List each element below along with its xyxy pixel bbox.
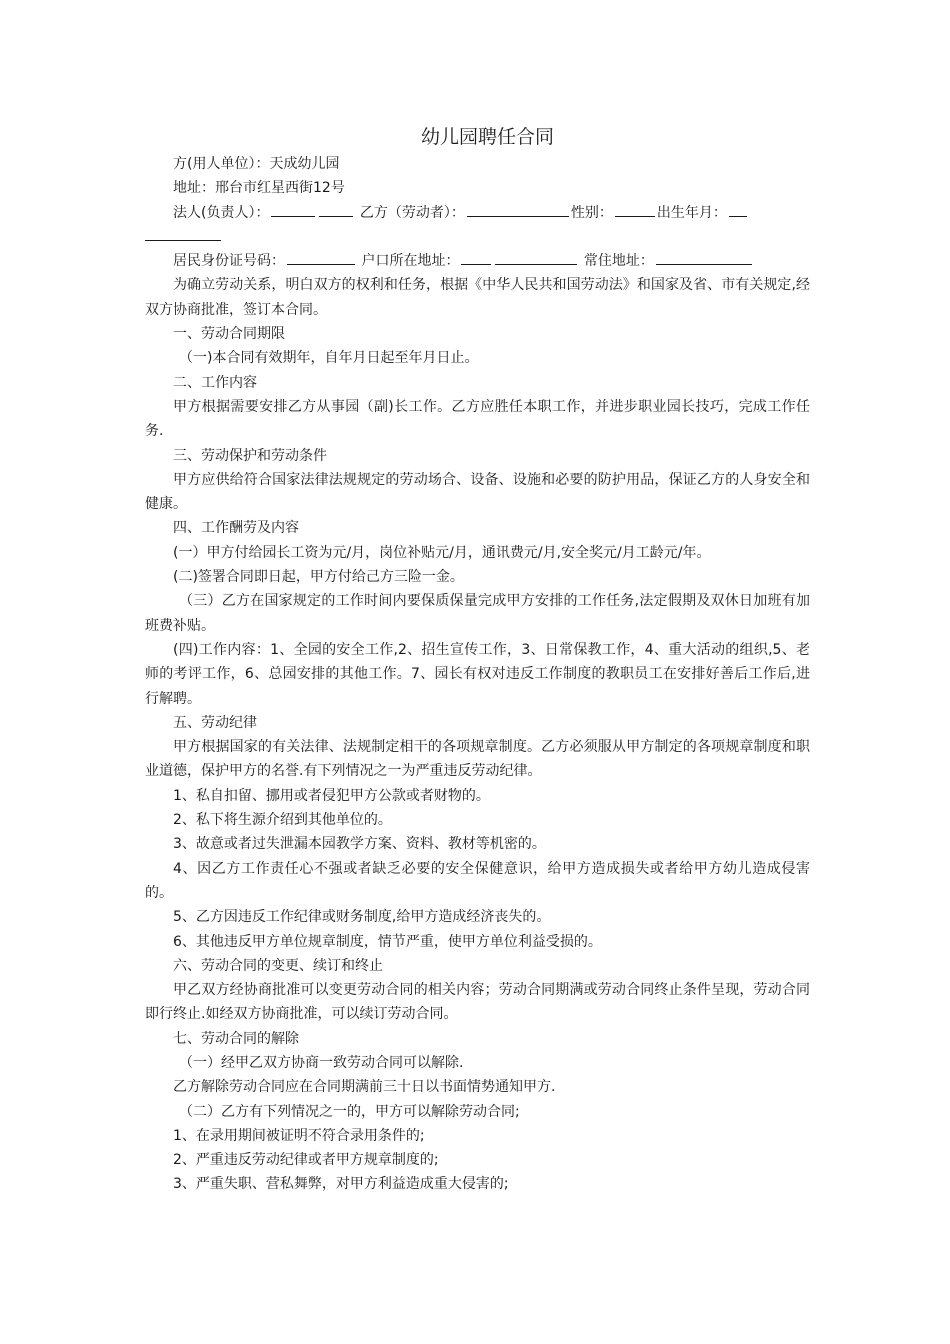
section-4-clause-4: (四)工作内容：1、全园的安全工作,2、招生宣传工作，3、日常保教工作，4、重大活动的组织,5、老师的考评工作，6、总园安排的其他工作。7、园长有权对违反工作制度的教职员工在安排好善后工作后,进行解聘。 [145, 641, 810, 707]
section-1-title: 一、劳动合同期限 [173, 326, 285, 343]
intro-paragraph: 为确立劳动关系，明白双方的权利和任务，根据《中华人民共和国劳动法》和国家及省、市有关规定,经双方协商批准，签订本合同。 [145, 277, 810, 318]
section-3-title: 三、劳动保护和劳动条件 [173, 447, 327, 464]
section-7-title: 七、劳动合同的解除 [173, 1030, 299, 1047]
personal-info-line [145, 201, 810, 225]
section-2-title: 二、工作内容 [173, 374, 257, 391]
legal-rep-label: 法人(负责人）： [173, 204, 270, 221]
section-6-paragraph: 甲乙双方经协商批准可以变更劳动合同的相关内容；劳动合同期满或劳动合同终止条件呈现，劳动合同即行终止.如经双方协商批准，可以续订劳动合同。 [145, 982, 810, 1023]
section-5-paragraph: 甲方根据国家的有关法律、法规制定相干的各项规章制度。乙方必须服从甲方制定的各项规章制度和职业道德，保护甲方的名誉.有下列情况之一为严重违反劳动纪律。 [145, 739, 810, 780]
section-7-item-2: 2、严重违反劳动纪律或者甲方规章制度的; [173, 1152, 439, 1169]
gender-label: 性别： [570, 204, 613, 221]
section-7-item-3: 3、严重失职、营私舞弊，对甲方利益造成重大侵害的; [173, 1176, 509, 1193]
section-4-title: 四、工作酬劳及内容 [173, 520, 299, 537]
section-5-item-2: 2、私下将生源介绍到其他单位的。 [173, 812, 392, 829]
section-4-clause-2: (二)签署合同即日起，甲方付给己方三险一金。 [173, 569, 464, 586]
section-5-item-1: 1、私自扣留、挪用或者侵犯甲方公款或者财物的。 [173, 787, 490, 804]
document-title: 幼儿园聘任合同 [420, 126, 554, 148]
section-6-title: 六、劳动合同的变更、续订和终止 [173, 957, 383, 974]
section-5-item-3: 3、故意或者过失泄漏本园教学方案、资料、教材等机密的。 [173, 836, 546, 853]
section-2-paragraph: 甲方根据需要安排乙方从事园（副)长工作。乙方应胜任本职工作，并进步职业园长技巧，完成工作任务. [145, 398, 810, 440]
section-4-clause-1: (一）甲方付给园长工资为元/月，岗位补贴元/月，通讯费元/月,安全奖元/月工龄元/年。 [173, 544, 711, 561]
employer-line: 方(用人单位）：天成幼儿园 [173, 156, 340, 172]
section-5-item-6: 6、其他违反甲方单位规章制度，情节严重，使甲方单位利益受损的。 [173, 933, 602, 950]
document-body [145, 124, 810, 1197]
section-5-item-4: 4、因乙方工作责任心不强或者缺乏必要的安全保健意识，给甲方造成损失或者给甲方幼儿造成侵害的。 [145, 860, 810, 901]
hukou-blank-2[interactable] [495, 249, 577, 265]
section-3-paragraph: 甲方应供给符合国家法律法规规定的劳动场合、设备、设施和必要的防护用品，保证乙方的人身安全和健康。 [145, 471, 810, 513]
id-blank[interactable] [287, 249, 355, 265]
section-7-clause-2: 乙方解除劳动合同应在合同期满前三十日以书面情势通知甲方. [173, 1079, 556, 1096]
party-b-blank[interactable] [467, 201, 569, 217]
section-5-title: 五、劳动纪律 [173, 714, 257, 731]
party-b-label: 乙方（劳动者）： [359, 204, 465, 221]
address-line: 地址：邢台市红星西街12号 [173, 180, 345, 197]
section-1-clause-1: （一)本合同有效期年，自年月日起至年月日止。 [179, 350, 479, 367]
id-info-line [145, 249, 810, 273]
residence-label: 常住地址： [583, 253, 654, 270]
section-7-clause-3: （二）乙方有下列情况之一的，甲方可以解除劳动合同; [179, 1103, 520, 1120]
residence-blank[interactable] [656, 249, 752, 265]
birth-continuation-line [145, 225, 810, 249]
legal-rep-blank-2[interactable] [319, 201, 353, 217]
id-label: 居民身份证号码： [173, 253, 285, 270]
birth-blank[interactable] [729, 201, 747, 217]
section-5-item-5: 5、乙方因违反工作纪律或财务制度,给甲方造成经济丧失的。 [173, 909, 551, 926]
section-4-clause-3: （三）乙方在国家规定的工作时间内要保质保量完成甲方安排的工作任务,法定假期及双休日加班有加班费补贴。 [145, 593, 810, 634]
birth-label: 出生年月： [656, 204, 727, 221]
section-7-item-1: 1、在录用期间被证明不符合录用条件的; [173, 1127, 425, 1144]
birth-blank-2[interactable] [145, 225, 221, 241]
section-7-clause-1: （一）经甲乙双方协商一致劳动合同可以解除. [179, 1054, 464, 1071]
hukou-label: 户口所在地址： [361, 253, 460, 270]
hukou-blank[interactable] [461, 249, 491, 265]
legal-rep-blank[interactable] [271, 201, 315, 217]
gender-blank[interactable] [615, 201, 655, 217]
